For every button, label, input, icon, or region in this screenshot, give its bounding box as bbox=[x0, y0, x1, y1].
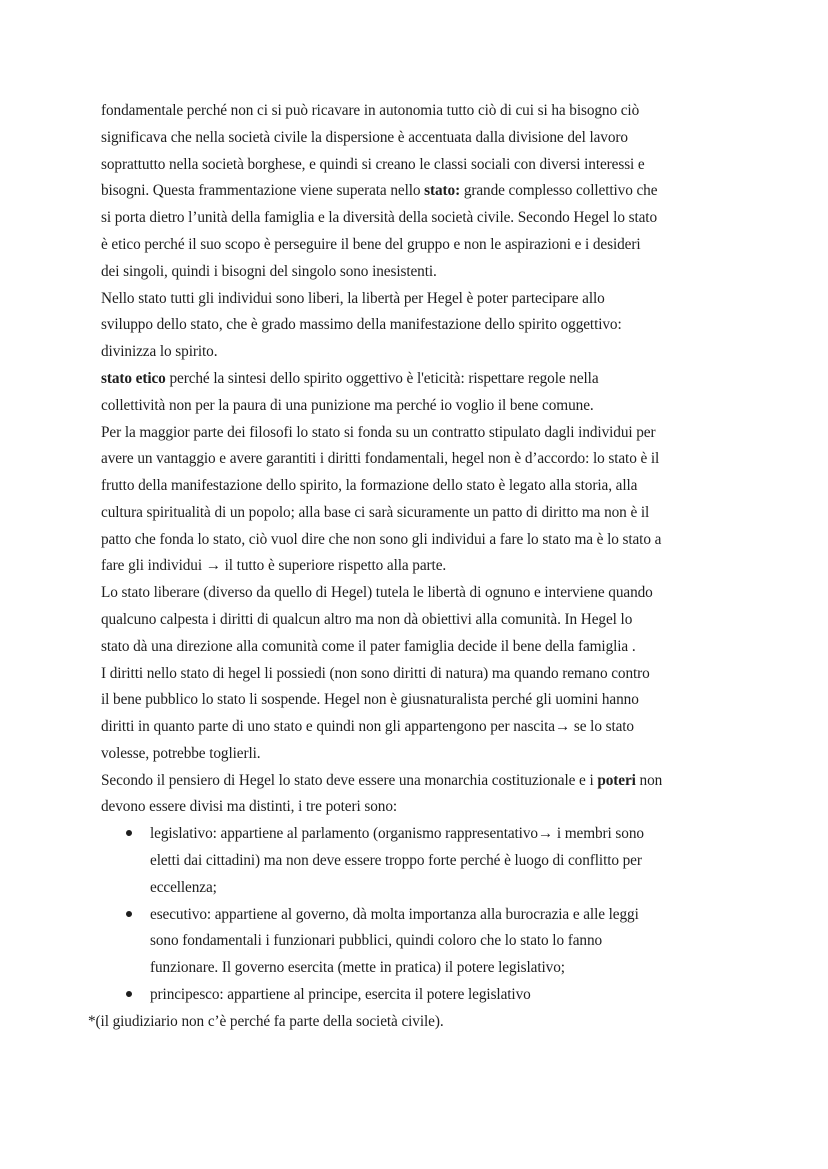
text-line: Lo stato liberare (diverso da quello di Hegel) tutela le libertà di ognuno e interviene quando bbox=[101, 584, 653, 601]
text-line bbox=[101, 369, 599, 389]
footnote: *(il giudiziario non c’è perché fa parte della società civile). bbox=[88, 1013, 444, 1030]
list-item-line: principesco: appartiene al principe, esercita il potere legislativo bbox=[150, 986, 531, 1003]
text-line: avere un vantaggio e avere garantiti i diritti fondamentali, hegel non è d’accordo: lo stato è il bbox=[101, 450, 660, 467]
list-item-line: legislativo: appartiene al parlamento (organismo rappresentativo→ i membri sono bbox=[150, 825, 644, 842]
text: bisogni. Questa frammentazione viene superata nello bbox=[101, 182, 425, 199]
text-line: volesse, potrebbe toglierli. bbox=[101, 745, 261, 762]
text-line: fondamentale perché non ci si può ricavare in autonomia tutto ciò di cui si ha bisogno ciò bbox=[101, 102, 640, 119]
text-line: collettività non per la paura di una punizione ma perché io voglio il bene comune. bbox=[101, 397, 594, 414]
list-item-line: funzionare. Il governo esercita (mette in pratica) il potere legislativo; bbox=[150, 959, 565, 976]
bold-term-stato-etico: stato etico bbox=[101, 370, 166, 387]
text: non bbox=[635, 772, 663, 789]
list-item-line: sono fondamentali i funzionari pubblici, quindi coloro che lo stato lo fanno bbox=[150, 932, 603, 949]
list-item-line: eletti dai cittadini) ma non deve essere troppo forte perché è luogo di conflitto per bbox=[150, 852, 642, 869]
text: Secondo il pensiero di Hegel lo stato deve essere una monarchia costituzionale e i bbox=[101, 772, 598, 789]
text-line: fare gli individui → il tutto è superiore rispetto alla parte. bbox=[101, 557, 447, 574]
text-line: patto che fonda lo stato, ciò vuol dire che non sono gli individui a fare lo stato ma è lo stato a bbox=[101, 531, 662, 548]
bullet-icon bbox=[126, 911, 132, 917]
bullet-icon bbox=[126, 830, 132, 836]
text-line: sviluppo dello stato, che è grado massimo della manifestazione dello spirito oggettivo: bbox=[101, 316, 622, 333]
text-line: soprattutto nella società borghese, e quindi si creano le classi sociali con diversi interessi e bbox=[101, 156, 645, 173]
text-line: è etico perché il suo scopo è perseguire il bene del gruppo e non le aspirazioni e i desideri bbox=[101, 236, 641, 253]
text: perché la sintesi dello spirito oggettivo è l'eticità: rispettare regole nella bbox=[165, 370, 599, 387]
text-line: stato dà una direzione alla comunità come il pater famiglia decide il bene della famiglia . bbox=[101, 638, 636, 655]
text-line: si porta dietro l’unità della famiglia e la diversità della società civile. Secondo Hegel lo stato bbox=[101, 209, 657, 226]
text-line: il bene pubblico lo stato li sospende. Hegel non è giusnaturalista perché gli uomini hanno bbox=[101, 691, 639, 708]
bold-term-stato: stato: bbox=[424, 182, 461, 199]
text-line: cultura spiritualità di un popolo; alla base ci sarà sicuramente un patto di diritto ma non è il bbox=[101, 504, 650, 521]
text: grande complesso collettivo che bbox=[460, 182, 658, 199]
text-line bbox=[101, 181, 657, 201]
text-line: Nello stato tutti gli individui sono liberi, la libertà per Hegel è poter partecipare allo bbox=[101, 290, 605, 307]
text-line: I diritti nello stato di hegel li possiedi (non sono diritti di natura) ma quando remano contro bbox=[101, 665, 650, 682]
list-item-line: eccellenza; bbox=[150, 879, 217, 896]
text-line: diritti in quanto parte di uno stato e quindi non gli appartengono per nascita→ se lo stato bbox=[101, 718, 634, 735]
text-line bbox=[101, 771, 662, 791]
text-line: qualcuno calpesta i diritti di qualcun altro ma non dà obiettivi alla comunità. In Hegel lo bbox=[101, 611, 633, 628]
text-line: devono essere divisi ma distinti, i tre poteri sono: bbox=[101, 798, 398, 815]
list-item-line: esecutivo: appartiene al governo, dà molta importanza alla burocrazia e alle leggi bbox=[150, 906, 639, 923]
text-line: frutto della manifestazione dello spirito, la formazione dello stato è legato alla storia, alla bbox=[101, 477, 638, 494]
bullet-icon bbox=[126, 991, 132, 997]
text-line: dei singoli, quindi i bisogni del singolo sono inesistenti. bbox=[101, 263, 437, 280]
text-line: divinizza lo spirito. bbox=[101, 343, 218, 360]
text-line: Per la maggior parte dei filosofi lo stato si fonda su un contratto stipulato dagli individui per bbox=[101, 424, 656, 441]
text-line: significava che nella società civile la dispersione è accentuata dalla divisione del lavoro bbox=[101, 129, 628, 146]
bold-term-poteri: poteri bbox=[597, 772, 636, 789]
